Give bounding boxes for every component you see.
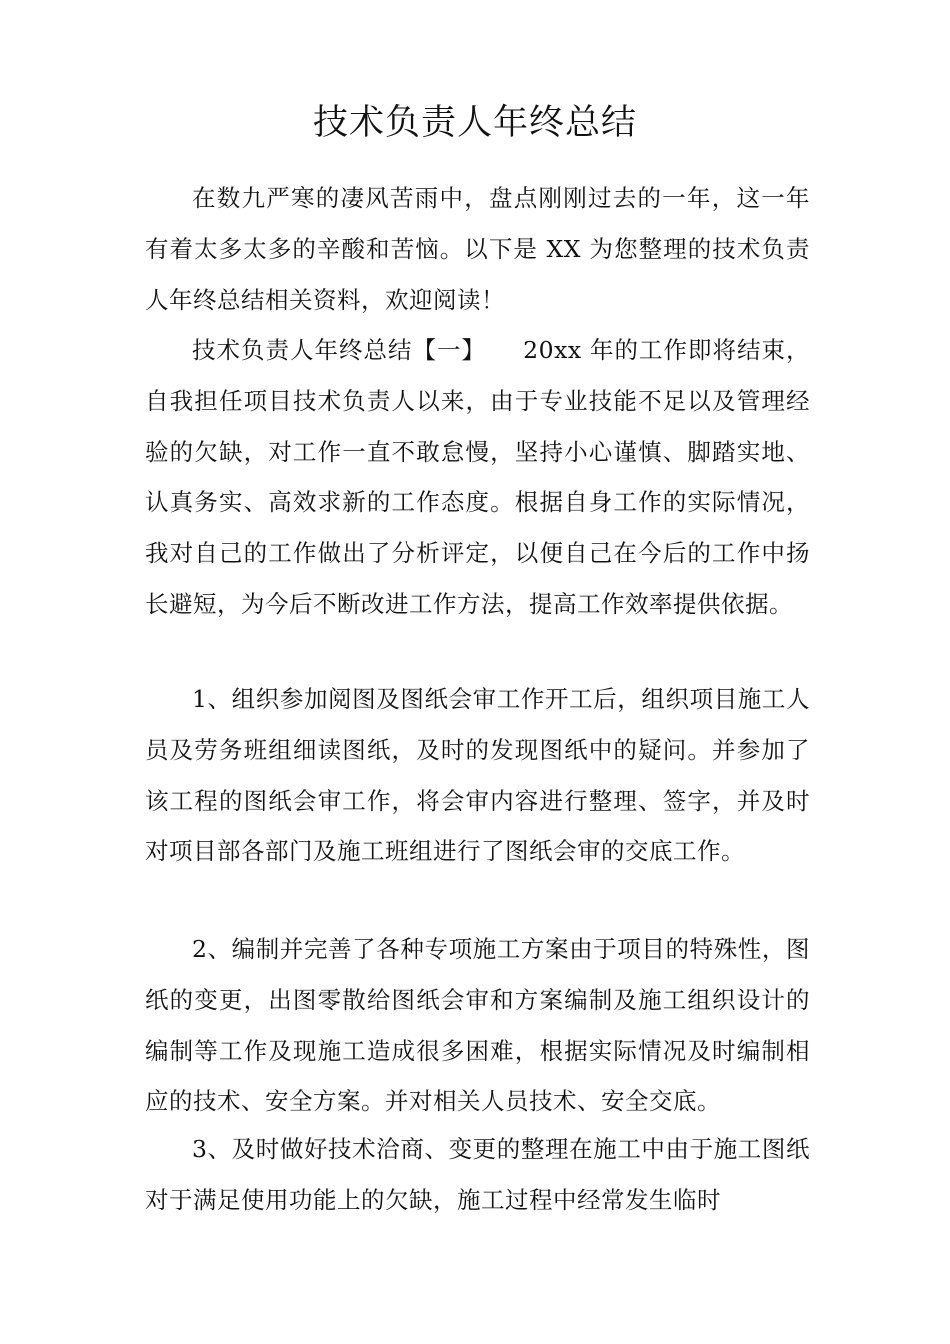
paragraph-item-1: 1、组织参加阅图及图纸会审工作开工后，组织项目施工人员及劳务班组细读图纸，及时的发现图纸中的疑问。并参加了该工程的图纸会审工作，将会审内容进行整理、签字，并及时对项目部各部门及施工班组进行了图纸会审的交底工作。 xyxy=(145,685,810,866)
paragraph-item-3: 3、及时做好技术洽商、变更的整理在施工中由于施工图纸对于满足使用功能上的欠缺，施工过程中经常发生临时 xyxy=(145,1135,810,1214)
paragraph-item-2: 2、编制并完善了各种专项施工方案由于项目的特殊性，图纸的变更，出图零散给图纸会审和方案编制及施工组织设计的编制等工作及现施工造成很多困难，根据实际情况及时编制相应的技术、安全方案。并对相关人员技术、安全交底。 xyxy=(145,935,810,1116)
document-title: 技术负责人年终总结 xyxy=(312,103,637,143)
paragraph-intro: 在数九严寒的凄风苦雨中，盘点刚刚过去的一年，这一年有着太多太多的辛酸和苦恼。以下是 XX 为您整理的技术负责人年终总结相关资料，欢迎阅读！ xyxy=(145,184,810,314)
paragraph-section-one: 技术负责人年终总结【一】 20xx 年的工作即将结束，自我担任项目技术负责人以来，由于专业技能不足以及管理经验的欠缺，对工作一直不敢怠慢，坚持小心谨慎、脚踏实地、认真务实、高效求新的工作态度。根据自身工作的实际情况，我对自己的工作做出了分析评定，以便自己在今后的工作中扬长避短，为今后不断改进工作方法，提高工作效率提供依据。 xyxy=(145,336,810,618)
